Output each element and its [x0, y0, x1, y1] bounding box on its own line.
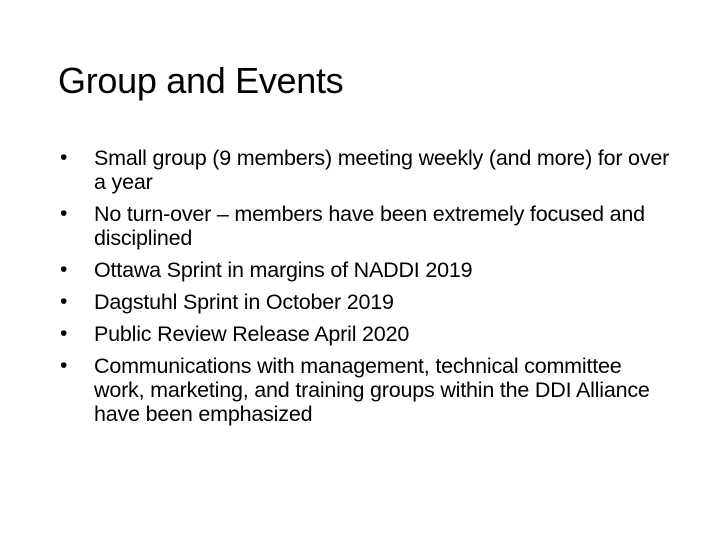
bullet-text: Communications with management, technical committee work, marketing, and training groups within the DDI Alliance have been emphasized: [94, 354, 650, 426]
bullet-text: Public Review Release April 2020: [94, 322, 410, 346]
bullet-dot-icon: •: [60, 354, 68, 377]
bullet-item: [57, 354, 677, 426]
bullet-dot-icon: •: [60, 202, 68, 225]
bullet-text: Ottawa Sprint in margins of NADDI 2019: [94, 258, 473, 282]
bullet-dot-icon: •: [60, 290, 68, 313]
bullet-item: [57, 290, 677, 314]
bullet-dot-icon: •: [60, 258, 68, 281]
bullet-list: [57, 146, 677, 434]
bullet-dot-icon: •: [60, 322, 68, 345]
bullet-item: [57, 202, 677, 250]
bullet-text: No turn-over – members have been extremely focused and disciplined: [94, 202, 645, 250]
bullet-dot-icon: •: [60, 146, 68, 169]
slide-title: Group and Events: [58, 60, 344, 101]
bullet-text: Small group (9 members) meeting weekly (and more) for over a year: [94, 146, 670, 194]
bullet-item: [57, 322, 677, 346]
bullet-item: [57, 258, 677, 282]
bullet-text: Dagstuhl Sprint in October 2019: [94, 290, 394, 314]
bullet-item: [57, 146, 677, 194]
